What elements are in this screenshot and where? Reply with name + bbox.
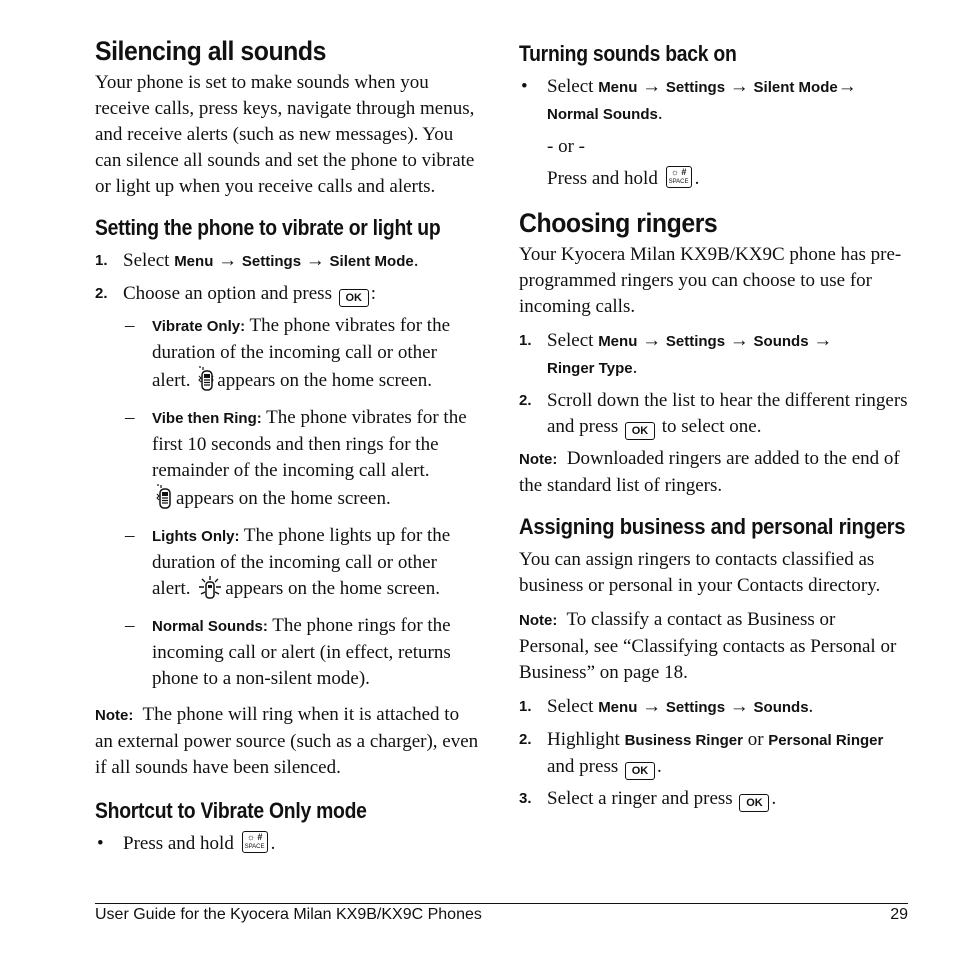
assign-intro: You can assign ringers to contacts classified as business or personal in your Contacts directory. [519,549,881,596]
press-hold-line: Press and hold ☼ # SPACE . [547,167,700,189]
ringer-type-label: Ringer Type [547,360,633,377]
option-label: Lights Only: [152,528,240,545]
silent-mode-label: Silent Mode [329,253,414,270]
option-vibrate-only: – Vibrate Only: The phone vibrates for the duration of the incoming call or other alert. appears on the home screen. [95,313,480,400]
section-title-silencing: Silencing all sounds [95,36,326,66]
assign-step-1: 1. Select Menu → Settings → Sounds. [519,696,814,717]
lights-phone-icon [198,576,222,608]
menu-label: Menu [598,699,638,716]
vibrate-step-2: 2. Choose an option and press OK : [95,281,480,307]
option-label: Vibrate Only: [152,318,246,335]
settings-label: Settings [665,333,726,350]
vibrate-step-1: 1. Select Menu → Settings → Silent Mode. [95,248,480,275]
space-key-icon: ☼ # SPACE [666,166,692,188]
option-label: Vibe then Ring: [152,410,262,427]
option-vibe-then-ring: – Vibe then Ring: The phone vibrates for the first 10 seconds and then rings for the remainder of the incoming call alert. appears on the home screen. [95,405,480,518]
note-classify: Note: To classify a contact as Business or Personal, see “Classifying contacts as Personal or Business” on page 18. [519,609,897,683]
option-normal-sounds: – Normal Sounds: The phone rings for the incoming call or alert (in effect, returns phone to a non-silent mode). [125,615,451,689]
silent-mode-label: Silent Mode [753,79,838,96]
option-lights-only: – Lights Only: The phone lights up for the duration of the incoming call or other alert. appears on the home screen. [95,523,480,608]
heading-vibrate-light: Setting the phone to vibrate or light up [95,215,441,240]
space-key-icon: ☼ # SPACE [242,831,268,853]
note-charger: Note: The phone will ring when it is attached to an external power source (such as a charger), even if all sounds have been silenced. [95,704,479,778]
ok-key-icon: OK [625,762,655,780]
settings-label: Settings [665,79,726,96]
arrow: → [305,250,325,271]
sounds-label: Sounds [753,333,809,350]
settings-label: Settings [241,253,302,270]
right-column [519,40,909,818]
note-label: Note: [95,707,134,724]
turn-on-bullet: • Select Menu → Settings → Silent Mode→ Normal Sounds. - or - Press and hold ☼ # SPACE . [519,74,909,192]
menu-label: Menu [598,333,638,350]
left-column [95,38,480,863]
ok-key-icon: OK [739,794,769,812]
assign-step-2: 2. Highlight Business Ringer or Personal Ringer and press OK . [519,727,909,780]
page-number: 29 [890,906,908,923]
vibrate-phone-icon [198,366,214,400]
heading-turn-sounds-on: Turning sounds back on [519,41,737,66]
ok-key-icon: OK [625,422,655,440]
footer-title: User Guide for the Kyocera Milan KX9B/KX9C Phones [95,906,482,923]
ringers-intro: Your Kyocera Milan KX9B/KX9C phone has pre-programmed ringers you can choose to use for incoming calls. [519,244,902,317]
ringer-step-2: 2. Scroll down the list to hear the different ringers and press OK to select one. [519,388,909,440]
page-footer [95,903,908,924]
normal-sounds-label: Normal Sounds [547,106,658,123]
section-title-ringers: Choosing ringers [519,208,718,238]
step-number: 1. [95,252,108,269]
shortcut-bullet: • Press and hold ☼ # SPACE . [97,832,276,854]
vibe-ring-phone-icon [155,484,173,518]
sounds-label: Sounds [753,699,809,716]
note-downloaded: Note: Downloaded ringers are added to the end of the standard list of ringers. [519,448,900,496]
ringer-step-1: 1. Select Menu → Settings → Sounds → Ringer Type. [519,330,833,378]
assign-step-3: 3. Select a ringer and press OK . [519,786,909,812]
menu-label: Menu [598,79,638,96]
arrow: → [218,250,238,271]
heading-assign-ringers: Assigning business and personal ringers [519,514,906,539]
silencing-intro: Your phone is set to make sounds when you receive calls, press keys, navigate through menus, and receive alerts (such as new messages). You can silence all sounds and set the phone to vibrate or light up when you receive calls and alerts. [95,72,475,197]
business-ringer-label: Business Ringer [624,732,743,749]
heading-shortcut: Shortcut to Vibrate Only mode [95,798,367,823]
personal-ringer-label: Personal Ringer [768,732,884,749]
menu-label: Menu [174,253,214,270]
or-separator: - or - [547,136,585,157]
ok-key-icon: OK [339,289,369,307]
option-label: Normal Sounds: [152,618,268,635]
step-number: 2. [95,285,108,302]
settings-label: Settings [665,699,726,716]
